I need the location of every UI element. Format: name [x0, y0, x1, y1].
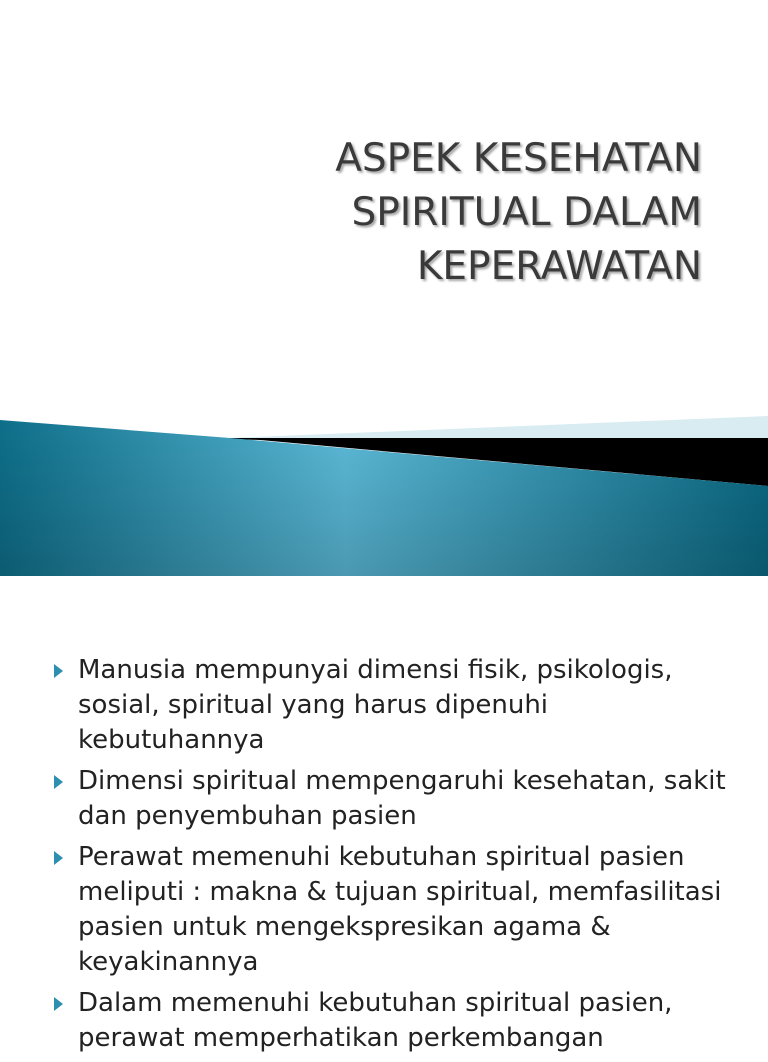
bullet-text: Dalam memenuhi kebutuhan spiritual pasien, perawat memperhatikan perkembangan — [78, 988, 673, 1053]
bullet-text: Dimensi spiritual mempengaruhi kesehatan, sakit dan penyembuhan pasien — [78, 766, 726, 831]
title-line: ASPEK KESEHATAN — [335, 136, 702, 181]
bullet-list — [52, 653, 742, 1062]
bullet-text: Manusia mempunyai dimensi fisik, psikologis, sosial, spiritual yang harus dipenuhi kebutuhannya — [78, 655, 673, 755]
triangle-bullet-icon — [54, 851, 63, 865]
title-line: SPIRITUAL DALAM — [351, 190, 702, 235]
content-slide — [0, 576, 768, 1053]
triangle-bullet-icon — [54, 775, 63, 789]
list-item — [52, 764, 742, 834]
list-item — [52, 653, 742, 758]
decorative-swoosh-band — [0, 410, 768, 576]
list-item — [52, 840, 742, 980]
slide-title — [142, 132, 702, 294]
light-stripe — [230, 416, 768, 440]
triangle-bullet-icon — [54, 997, 63, 1011]
triangle-bullet-icon — [54, 664, 63, 678]
bullet-text: Perawat memenuhi kebutuhan spiritual pasien meliputi : makna & tujuan spiritual, memfasilitasi pasien untuk mengekspresikan agama & keyakinannya — [78, 842, 722, 977]
list-item — [52, 986, 742, 1056]
title-line: KEPERAWATAN — [416, 244, 702, 289]
